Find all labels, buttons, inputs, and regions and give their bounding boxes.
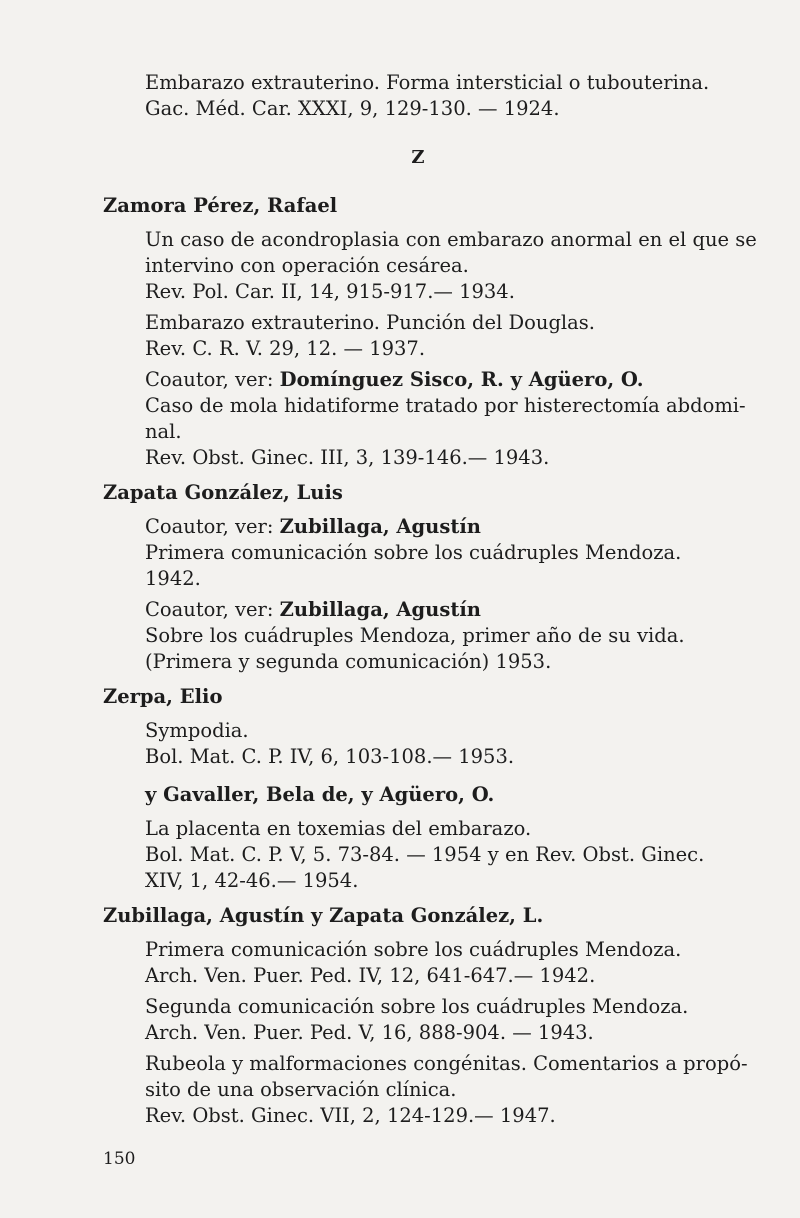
entry-title: Embarazo extrauterino. Punción del Douglas. — [145, 311, 595, 334]
coauthor-line — [145, 367, 644, 393]
entry-citation: Bol. Mat. C. P. V, 5. 73-84. — 1954 y en Rev. Obst. Ginec. — [145, 843, 705, 866]
entry-title: Un caso de acondroplasia con embarazo anormal en el que se — [145, 228, 757, 251]
entry-citation: Arch. Ven. Puer. Ped. V, 16, 888-904. — 1943. — [145, 1021, 594, 1044]
entry-citation: Bol. Mat. C. P. IV, 6, 103-108.— 1953. — [145, 745, 515, 768]
entry-title: Sobre los cuádruples Mendoza, primer año de su vida. — [145, 624, 685, 647]
coauthor-prefix: Coautor, ver: — [145, 598, 274, 621]
coauthor-line — [145, 597, 481, 623]
entry-citation: Arch. Ven. Puer. Ped. IV, 12, 641-647.— 1942. — [145, 964, 596, 987]
entry-title: Rubeola y malformaciones congénitas. Comentarios a propó- — [145, 1052, 748, 1075]
entry-citation: XIV, 1, 42-46.— 1954. — [145, 869, 359, 892]
coauthor-line — [145, 514, 481, 540]
author-heading: Zubillaga, Agustín y Zapata González, L. — [103, 904, 544, 927]
page-number: 150 — [103, 1149, 136, 1169]
coauthor-name: Zubillaga, Agustín — [279, 515, 481, 538]
entry-citation: Gac. Méd. Car. XXXI, 9, 129-130. — 1924. — [145, 97, 560, 120]
entry-citation: (Primera y segunda comunicación) 1953. — [145, 650, 552, 673]
entry-title: Sympodia. — [145, 719, 249, 742]
author-heading: Zerpa, Elio — [103, 685, 223, 708]
entry-citation: Rev. Obst. Ginec. VII, 2, 124-129.— 1947. — [145, 1104, 556, 1127]
entry-title: Primera comunicación sobre los cuádruples Mendoza. — [145, 541, 682, 564]
coauthor-prefix: Coautor, ver: — [145, 515, 274, 538]
entry-title: Embarazo extrauterino. Forma intersticial o tubouterina. — [145, 71, 710, 94]
entry-citation: Rev. Pol. Car. II, 14, 915-917.— 1934. — [145, 280, 515, 303]
coauthor-name: Domínguez Sisco, R. y Agüero, O. — [279, 368, 644, 391]
entry-title: Segunda comunicación sobre los cuádruples Mendoza. — [145, 995, 689, 1018]
author-heading: Zamora Pérez, Rafael — [103, 194, 338, 217]
entry-title: Primera comunicación sobre los cuádruples Mendoza. — [145, 938, 682, 961]
entry-title: sito de una observación clínica. — [145, 1078, 457, 1101]
section-letter: Z — [411, 147, 425, 168]
entry-title: nal. — [145, 420, 182, 443]
entry-title: La placenta en toxemias del embarazo. — [145, 817, 532, 840]
author-heading: Zapata González, Luis — [103, 481, 343, 504]
entry-citation: 1942. — [145, 567, 201, 590]
entry-title: Caso de mola hidatiforme tratado por histerectomía abdomi- — [145, 394, 746, 417]
entry-title: intervino con operación cesárea. — [145, 254, 469, 277]
coauthor-name: Zubillaga, Agustín — [279, 598, 481, 621]
coauthor-prefix: Coautor, ver: — [145, 368, 274, 391]
coauthor-subheading: y Gavaller, Bela de, y Agüero, O. — [145, 783, 495, 806]
entry-citation: Rev. C. R. V. 29, 12. — 1937. — [145, 337, 426, 360]
entry-citation: Rev. Obst. Ginec. III, 3, 139-146.— 1943. — [145, 446, 550, 469]
